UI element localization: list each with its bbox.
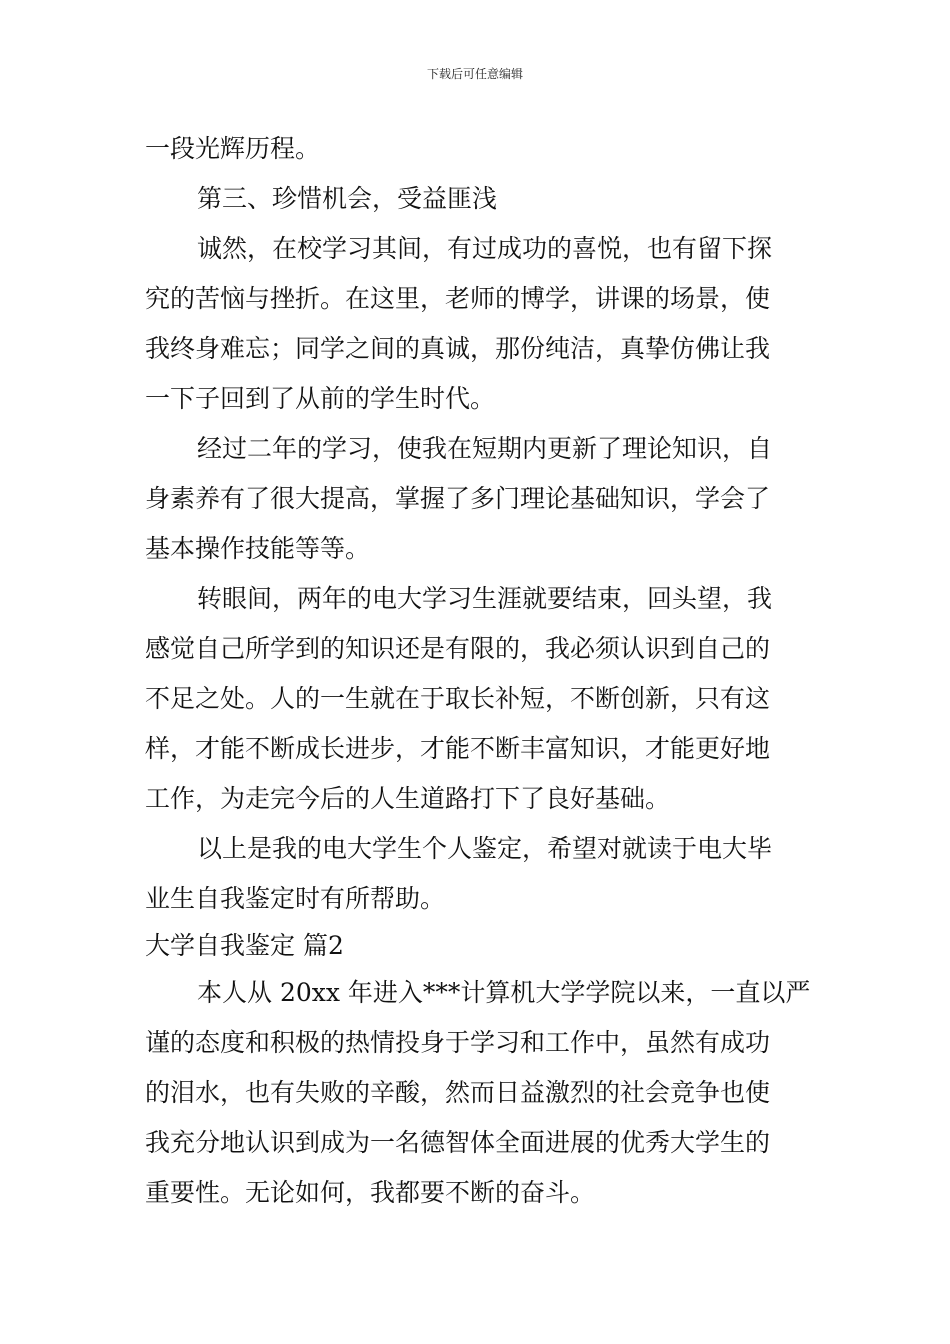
document-body <box>145 124 810 1218</box>
article-title: 大学自我鉴定 篇2 <box>145 931 344 960</box>
paragraph-line: 本人从 20xx 年进入***计算机大学学院以来，一直以严 <box>197 978 811 1007</box>
paragraph-line: 以上是我的电大学生个人鉴定，希望对就读于电大毕 <box>197 834 773 863</box>
section-heading: 第三、珍惜机会，受益匪浅 <box>197 184 498 213</box>
paragraph-line: 基本操作技能等等。 <box>145 534 371 563</box>
paragraph-line: 工作，为走完今后的人生道路打下了良好基础。 <box>145 784 671 813</box>
paragraph-line: 诚然，在校学习其间，有过成功的喜悦，也有留下探 <box>197 234 773 263</box>
paragraph-line: 重要性。无论如何，我都要不断的奋斗。 <box>145 1178 596 1207</box>
page-header: 下载后可任意编辑 <box>426 67 523 81</box>
paragraph-line: 的泪水，也有失败的辛酸，然而日益激烈的社会竞争也使 <box>145 1078 771 1107</box>
paragraph-line: 谨的态度和积极的热情投身于学习和工作中，虽然有成功 <box>145 1028 771 1057</box>
paragraph-line: 身素养有了很大提高，掌握了多门理论基础知识，学会了 <box>145 484 771 513</box>
paragraph-line: 一下子回到了从前的学生时代。 <box>145 384 496 413</box>
paragraph-line: 感觉自己所学到的知识还是有限的，我必须认识到自己的 <box>145 634 771 663</box>
paragraph-line: 我终身难忘；同学之间的真诚，那份纯洁，真挚仿佛让我 <box>145 334 771 363</box>
paragraph-line: 样，才能不断成长进步，才能不断丰富知识，才能更好地 <box>145 734 771 763</box>
paragraph-line: 我充分地认识到成为一名德智体全面进展的优秀大学生的 <box>145 1128 771 1157</box>
paragraph-line: 业生自我鉴定时有所帮助。 <box>145 884 446 913</box>
paragraph-line: 经过二年的学习，使我在短期内更新了理论知识，自 <box>197 434 773 463</box>
paragraph-line: 转眼间，两年的电大学习生涯就要结束，回头望，我 <box>197 584 773 613</box>
paragraph-line: 一段光辉历程。 <box>145 134 321 163</box>
paragraph-line: 不足之处。人的一生就在于取长补短，不断创新，只有这 <box>145 684 771 713</box>
paragraph-line: 究的苦恼与挫折。在这里，老师的博学，讲课的场景，使 <box>145 284 771 313</box>
